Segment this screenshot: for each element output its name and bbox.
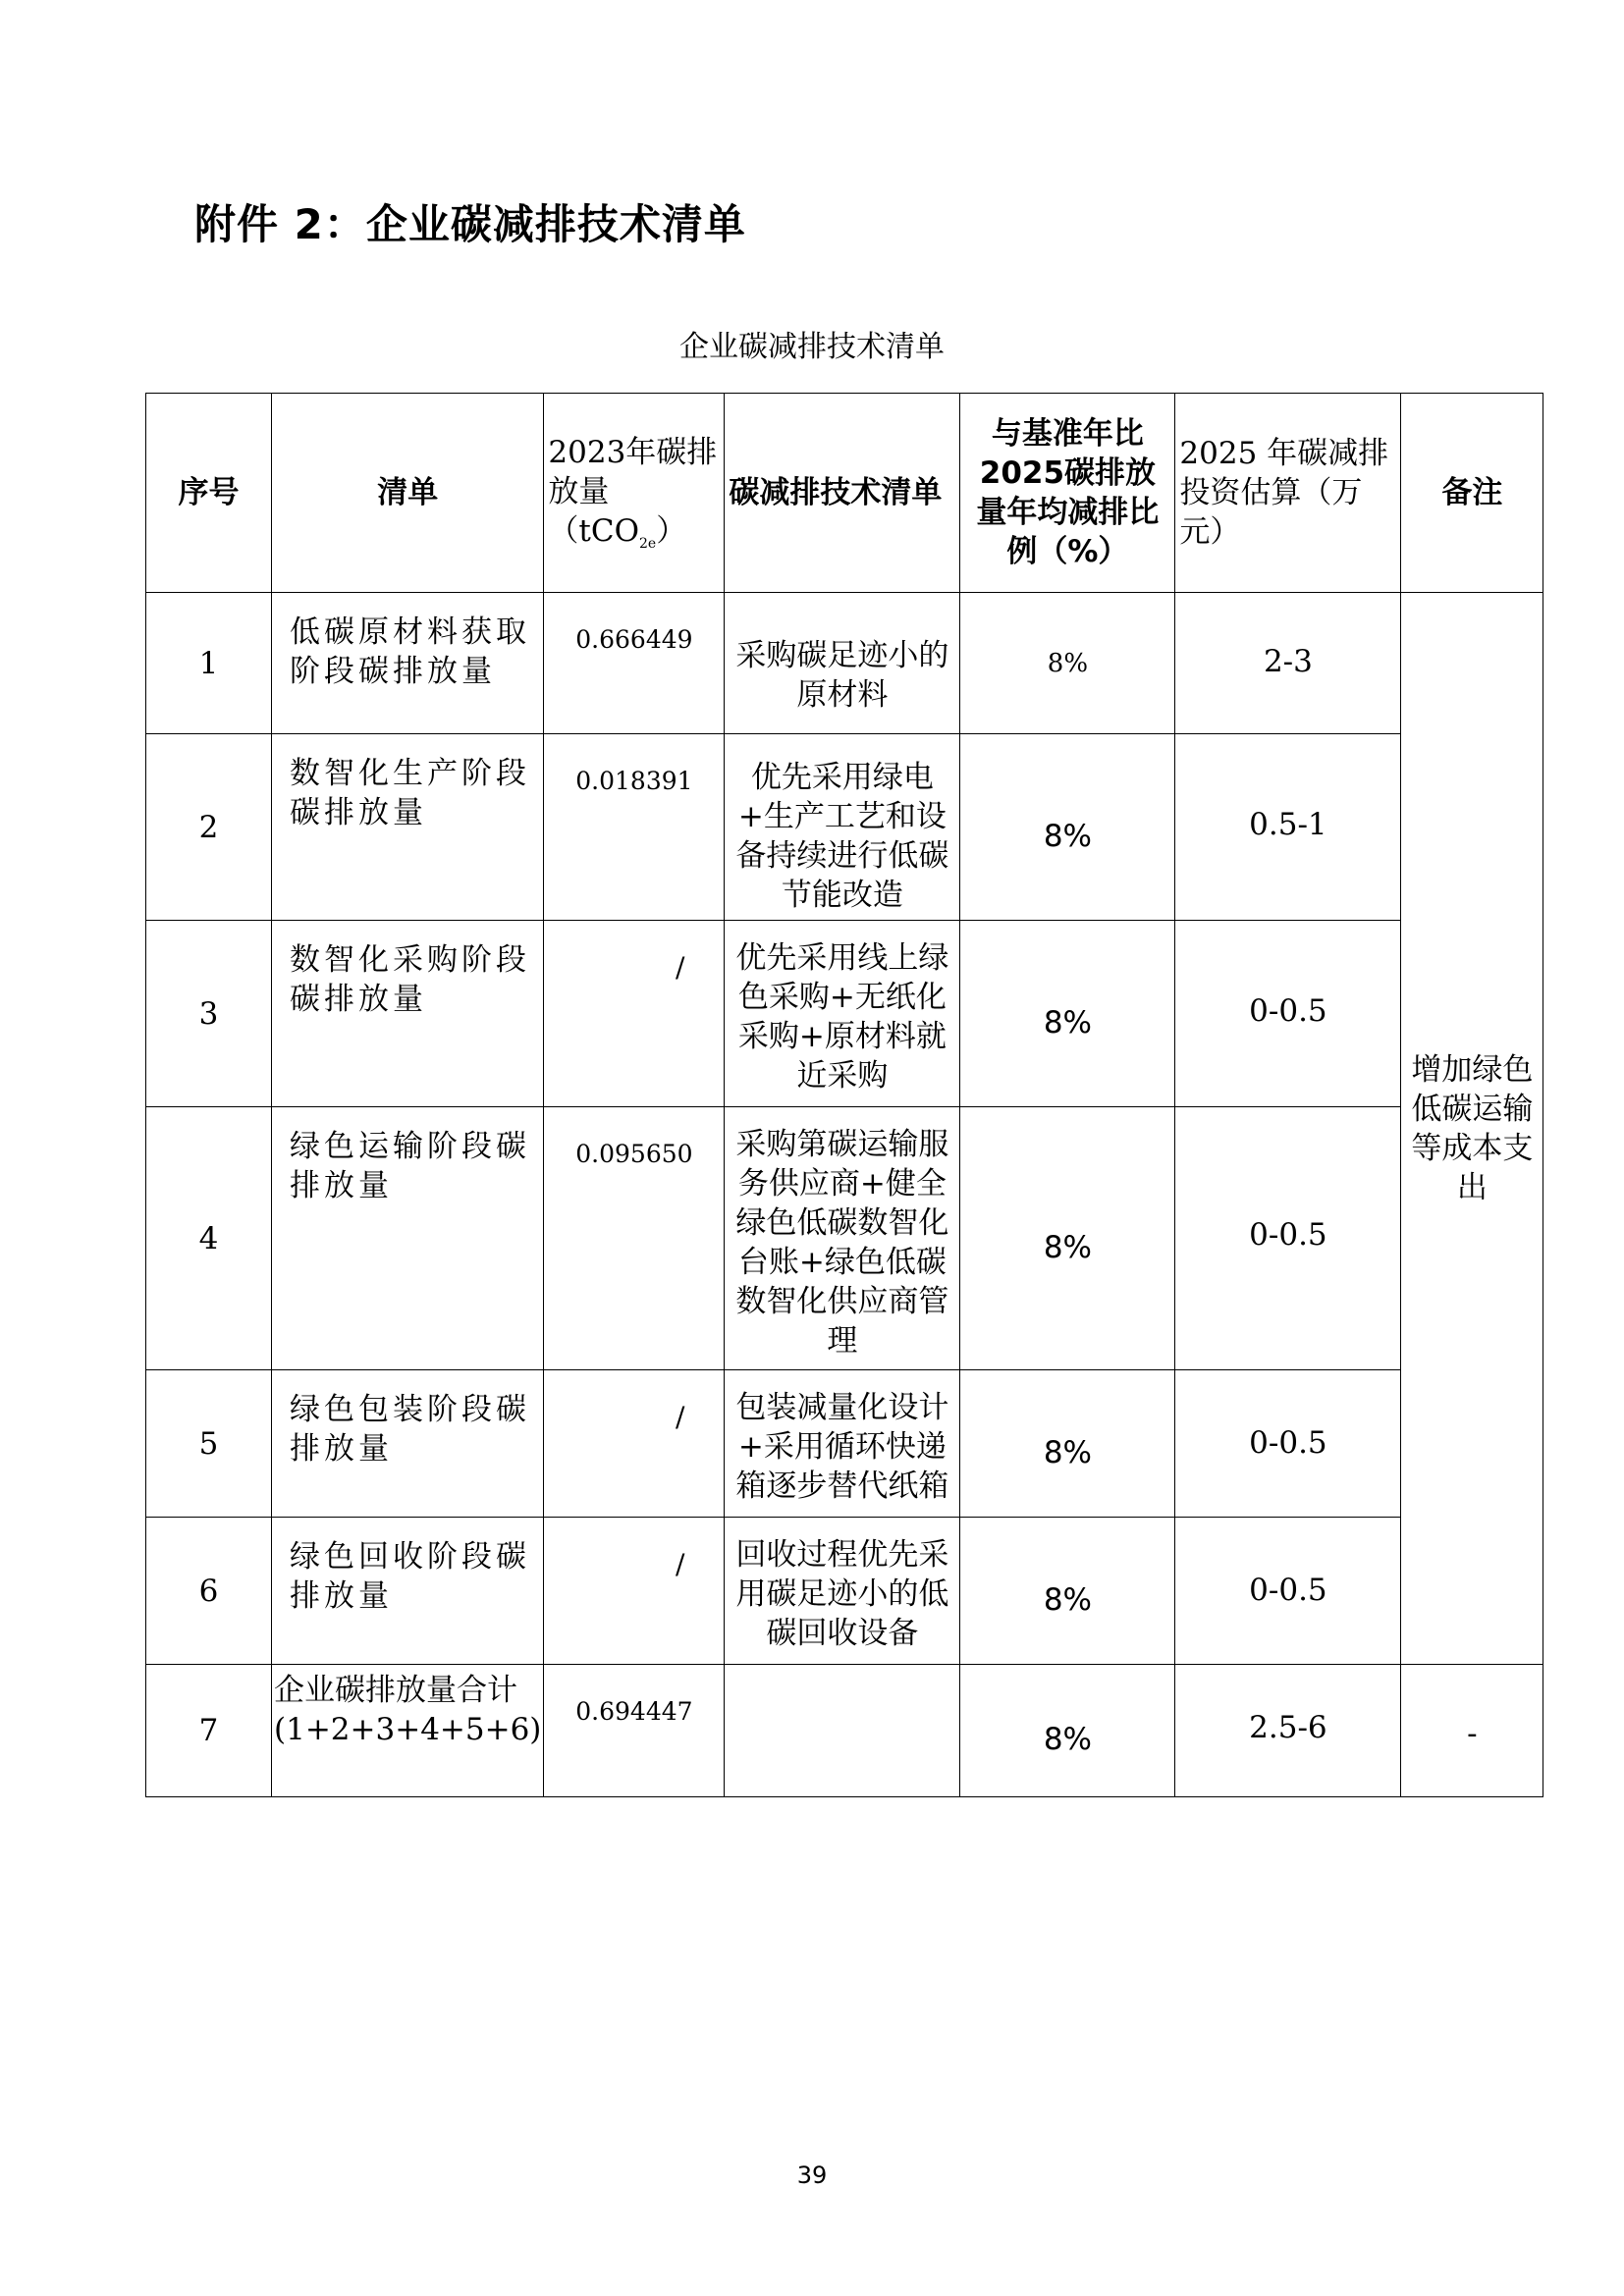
row-tech: 优先采用绿电+生产工艺和设备持续进行低碳节能改造 — [725, 734, 960, 921]
merged-note: 增加绿色低碳运输等成本支出 — [1401, 593, 1543, 1665]
row-seq: 3 — [146, 921, 272, 1107]
row-name: 数智化采购阶段碳排放量 — [272, 921, 544, 1107]
row-investment: 0-0.5 — [1175, 921, 1401, 1107]
row-tech: 包装减量化设计+采用循环快递箱逐步替代纸箱 — [725, 1370, 960, 1518]
row-seq: 1 — [146, 593, 272, 734]
header-seq: 序号 — [146, 394, 272, 593]
row-emission: / — [544, 1370, 725, 1518]
row-investment: 2.5-6 — [1175, 1665, 1401, 1797]
row-name: 数智化生产阶段碳排放量 — [272, 734, 544, 921]
header-note: 备注 — [1401, 394, 1543, 593]
table-row — [146, 593, 1543, 734]
row-emission: / — [544, 1518, 725, 1665]
row-tech: 采购碳足迹小的原材料 — [725, 593, 960, 734]
table-row — [146, 1107, 1543, 1370]
row-seq: 2 — [146, 734, 272, 921]
row-ratio: 8% — [960, 1370, 1175, 1518]
table-row — [146, 734, 1543, 921]
row-seq: 7 — [146, 1665, 272, 1797]
row-investment: 2-3 — [1175, 593, 1401, 734]
row-emission: 0.694447 — [544, 1665, 725, 1797]
row-tech: 采购第碳运输服务供应商+健全绿色低碳数智化台账+绿色低碳数智化供应商管理 — [725, 1107, 960, 1370]
row-ratio: 8% — [960, 1665, 1175, 1797]
header-investment: 2025 年碳减排投资估算（万元） — [1175, 394, 1401, 593]
row-tech: 回收过程优先采用碳足迹小的低碳回收设备 — [725, 1518, 960, 1665]
header-tech: 碳减排技术清单 — [725, 394, 960, 593]
row-ratio: 8% — [960, 1518, 1175, 1665]
row-tech — [725, 1665, 960, 1797]
row-tech: 优先采用线上绿色采购+无纸化采购+原材料就近采购 — [725, 921, 960, 1107]
row-emission: 0.095650 — [544, 1107, 725, 1370]
table-row — [146, 1665, 1543, 1797]
row-ratio: 8% — [960, 734, 1175, 921]
row-emission: 0.666449 — [544, 593, 725, 734]
row-seq: 6 — [146, 1518, 272, 1665]
row-ratio: 8% — [960, 1107, 1175, 1370]
row-name: 绿色回收阶段碳排放量 — [272, 1518, 544, 1665]
row-ratio: 8% — [960, 593, 1175, 734]
row-ratio: 8% — [960, 921, 1175, 1107]
row-name: 低碳原材料获取阶段碳排放量 — [272, 593, 544, 734]
row-investment: 0-0.5 — [1175, 1518, 1401, 1665]
row-seq: 4 — [146, 1107, 272, 1370]
table-row — [146, 921, 1543, 1107]
row-emission: / — [544, 921, 725, 1107]
row-note: - — [1401, 1665, 1543, 1797]
carbon-reduction-table — [145, 393, 1543, 1797]
page-number: 39 — [796, 2162, 828, 2189]
row-investment: 0.5-1 — [1175, 734, 1401, 921]
row-emission: 0.018391 — [544, 734, 725, 921]
table-row — [146, 1370, 1543, 1518]
header-ratio: 与基准年比2025碳排放量年均减排比例（%） — [960, 394, 1175, 593]
table-row — [146, 1518, 1543, 1665]
row-investment: 0-0.5 — [1175, 1107, 1401, 1370]
row-name: 绿色包装阶段碳排放量 — [272, 1370, 544, 1518]
table-caption: 企业碳减排技术清单 — [679, 330, 945, 364]
row-seq: 5 — [146, 1370, 272, 1518]
row-name: 绿色运输阶段碳排放量 — [272, 1107, 544, 1370]
header-list: 清单 — [272, 394, 544, 593]
header-row — [146, 394, 1543, 593]
row-name: 企业碳排放量合计(1+2+3+4+5+6) — [272, 1665, 544, 1797]
header-emission: 2023年碳排放量（tCO$_{2e}$） — [544, 394, 725, 593]
page-heading: 附件 2：企业碳减排技术清单 — [194, 200, 746, 248]
row-investment: 0-0.5 — [1175, 1370, 1401, 1518]
